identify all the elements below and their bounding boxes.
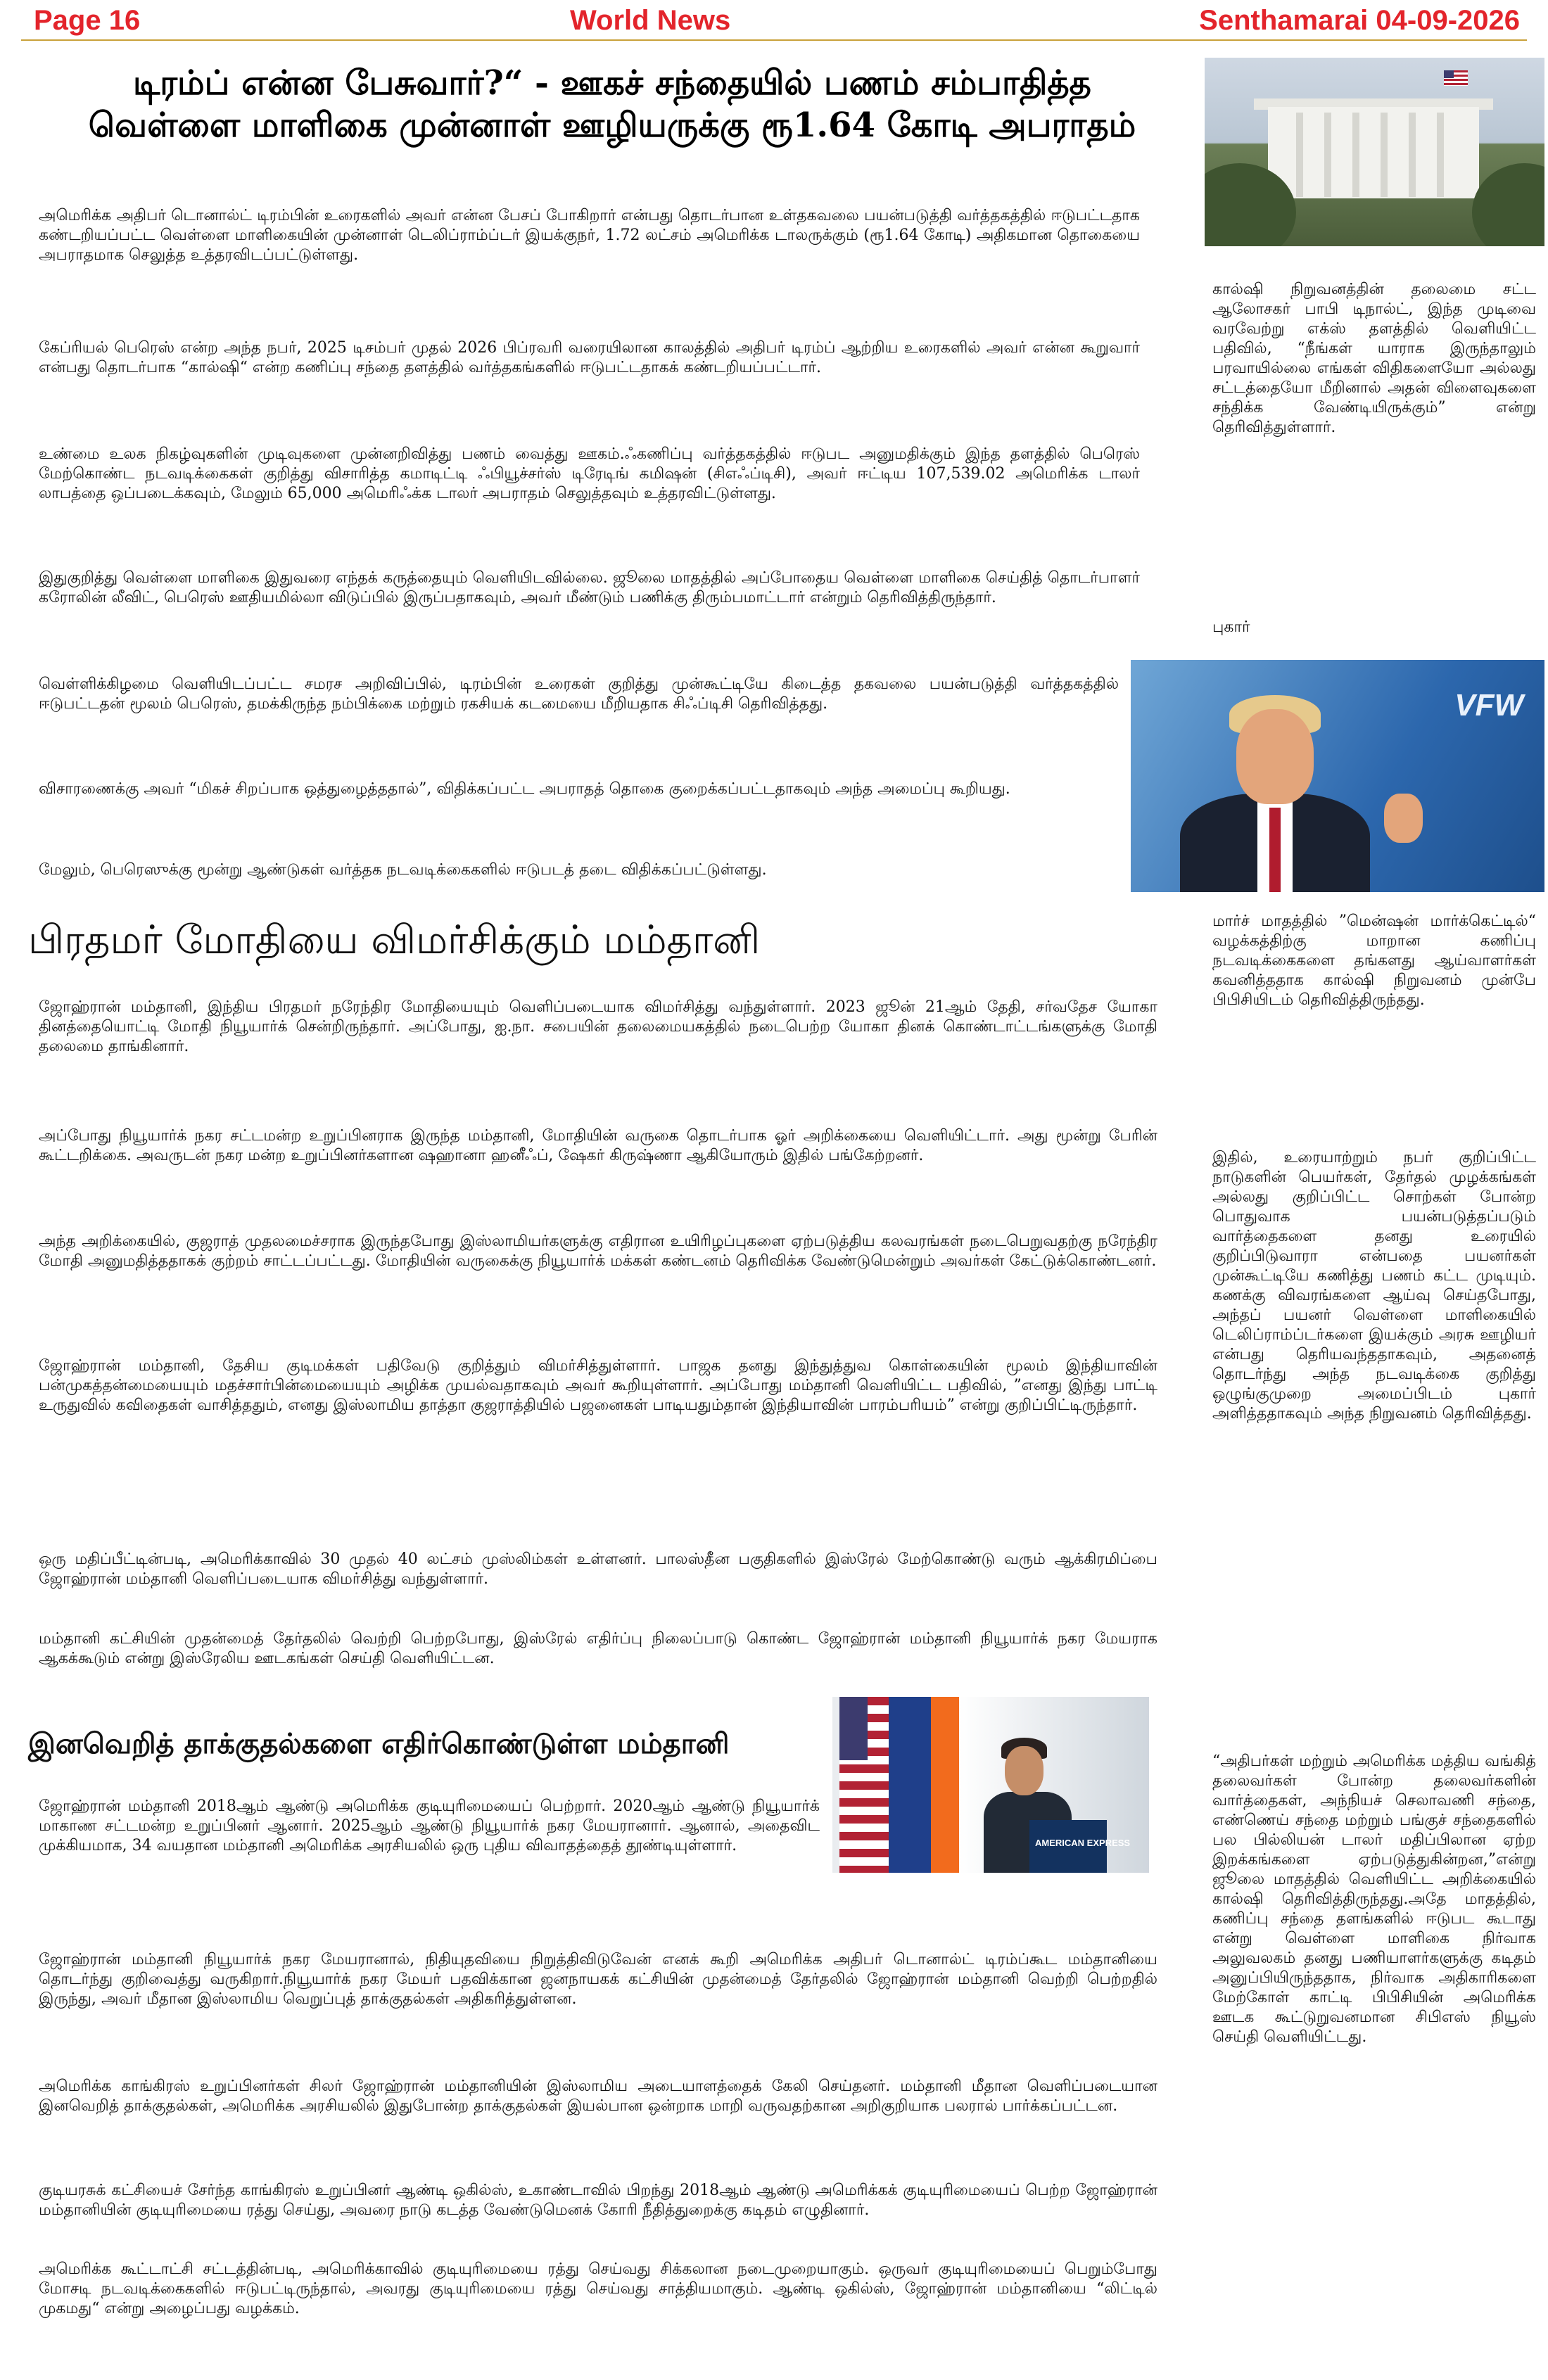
vfw-sign: VFW	[1454, 688, 1523, 723]
page-number: Page 16	[34, 5, 141, 36]
article2-para-6: மம்தானி கட்சியின் முதன்மைத் தேர்தலில் வெற்றி பெற்றபோது, இஸ்ரேல் எதிர்ப்பு நிலைப்பாடு கொண்ட ஜோஹ்ரான் மம்தானி நியூயார்க் நகர மேயராக ஆகக்கூடும் என்று இஸ்ரேலிய ஊடகங்கள் செய்தி வெளியிட்டன.	[39, 1630, 1157, 1667]
article2-headline: பிரதமர் மோதியை விமர்சிக்கும் மம்தானி	[28, 917, 761, 963]
article2-para-4: ஜோஹ்ரான் மம்தானி, தேசிய குடிமக்கள் பதிவேடு குறித்தும் விமர்சித்துள்ளார். பாஜக தனது இந்துத்துவ கொள்கையின் மூலம் இந்தியாவின் பன்முகத்தன்மையையும் மதச்சார்பின்மையையும் அழிக்க முயல்வதாகவும் அவர் கூறியுள்ளார். அப்போது மம்தானி வெளியிட்ட பதிவில், ”எனது இந்து பாட்டி உருதுவில் கவிதைகள் வாசித்ததும், எனது இஸ்லாமிய தாத்தா குஜராத்தியில் பஜனைகள் பாடியதும்தான் இந்தியாவின் பாரம்பரியம்” என்று குறிப்பிட்டிருந்தார்.	[39, 1357, 1157, 1414]
article3-headline: இனவெறித் தாக்குதல்களை எதிர்கொண்டுள்ள மம்தானி	[28, 1727, 730, 1760]
article1-para-4: இதுகுறித்து வெள்ளை மாளிகை இதுவரை எந்தக் கருத்தையும் வெளியிடவில்லை. ஜூலை மாதத்தில் அப்போதைய வெள்ளை மாளிகை செய்தித் தொடர்பாளர் கரோலின் லீவிட், பெரெஸ் ஊதியமில்லா விடுப்பில் இருப்பதாகவும், அவர் மீண்டும் பணிக்கு திரும்பமாட்டார் என்றும் தெரிவித்திருந்தார்.	[39, 569, 1140, 606]
article1-para-2: கேப்ரியல் பெரெஸ் என்ற அந்த நபர், 2025 டிசம்பர் முதல் 2026 பிப்ரவரி வரையிலான காலத்தில் அதிபர் டிரம்ப் ஆற்றிய உரைகளில் அவர் என்ன கூறுவார் என்பது தொடர்பாக “கால்ஷி“ என்ற கணிப்பு சந்தை தளத்தில் வர்த்தகங்களில் ஈடுபட்டதாகக் கண்டறியப்பட்டார்.	[39, 339, 1140, 376]
headline-line-1: டிரம்ப் என்ன பேசுவார்?“ - ஊகச் சந்தையில் பணம் சம்பாதித்த	[133, 63, 1091, 103]
publication-date: Senthamarai 04-09-2026	[1199, 5, 1520, 36]
mamdani-podium-photo	[832, 1697, 1149, 1873]
sidebar-block-3: மார்ச் மாதத்தில் ”மென்ஷன் மார்க்கெட்டில்“ வழக்கத்திற்கு மாறான கணிப்பு நடவடிக்கைகளை தங்களது ஆய்வாளர்கள் கவனித்ததாக கால்ஷி நிறுவனம் முன்பே பிபிசியிடம் தெரிவித்திருந்தது.	[1212, 912, 1536, 1009]
podium-sign: AMERICAN EXPRESS	[1035, 1838, 1131, 1848]
article2-para-1: ஜோஹ்ரான் மம்தானி, இந்திய பிரதமர் நரேந்திர மோதியையும் வெளிப்படையாக விமர்சித்து வந்துள்ளார். 2023 ஜூன் 21ஆம் தேதி, சர்வதேச யோகா தினத்தையொட்டி மோதி நியூயார்க் சென்றிருந்தார். அப்போது, ஐ.நா. சபையின் தலைமையகத்தில் நடைபெற்ற யோகா தினக் கொண்டாட்டங்களுக்கு மோதி தலைமை தாங்கினார்.	[39, 998, 1157, 1055]
article3-para-3: குடியரசுக் கட்சியைச் சேர்ந்த காங்கிரஸ் உறுப்பினர் ஆண்டி ஒகில்ஸ், உகாண்டாவில் பிறந்து 2018ஆம் ஆண்டு அமெரிக்கக் குடியுரிமையைப் பெற்ற ஜோஹ்ரான் மம்தானியின் குடியுரிமையை ரத்து செய்து, அவரை நாடு கடத்த வேண்டுமெனக் கோரி நீதித்துறைக்கு கடிதம் எழுதினார்.	[39, 2182, 1157, 2219]
sidebar-block-4: இதில், உரையாற்றும் நபர் குறிப்பிட்ட நாடுகளின் பெயர்கள், தேர்தல் முழக்கங்கள் அல்லது குறிப்பிட்ட சொற்கள் போன்ற பொதுவாக பயன்படுத்தப்படும் வார்த்தைகளை தனது உரையில் குறிப்பிடுவாரா என்பதை பயனர்கள் முன்கூட்டியே கணித்து பணம் கட்ட முடியும். கணக்கு விவரங்களை ஆய்வு செய்தபோது, அந்தப் பயனர் வெள்ளை மாளிகையில் டெலிப்ராம்ப்டர்களை இயக்கும் அரசு ஊழியர் என்பது தெரியவந்ததாகவும், அதனைத் தொடர்ந்து அந்த நடவடிக்கை குறித்து ஒழுங்குமுறை அமைப்பிடம் புகார் அளித்ததாகவும் அந்த நிறுவனம் தெரிவித்தது.	[1212, 1149, 1536, 1423]
article2-para-3: அந்த அறிக்கையில், குஜராத் முதலமைச்சராக இருந்தபோது இஸ்லாமியர்களுக்கு எதிரான உயிரிழப்புகளை ஏற்படுத்திய கலவரங்கள் நடைபெறுவதற்கு நரேந்திர மோதி அனுமதித்ததாகக் குற்றம் சாட்டப்பட்டது. மோதியின் வருகைக்கு நியூயார்க் மக்கள் கண்டனம் தெரிவிக்க வேண்டுமென்றும் அவர்கள் கேட்டுக்கொண்டனர்.	[39, 1233, 1157, 1270]
headline-main	[28, 62, 1196, 146]
masthead	[21, 3, 1527, 38]
sidebar-block-1: கால்ஷி நிறுவனத்தின் தலைமை சட்ட ஆலோசகர் பாபி டிநால்ட், இந்த முடிவை வரவேற்று எக்ஸ் தளத்தில் வெளியிட்ட பதிவில், “நீங்கள் யாராக இருந்தாலும் பரவாயில்லை எங்கள் விதிகளையோ அல்லது சட்டத்தையோ மீறினால் அதன் விளைவுகளை சந்திக்க வேண்டியிருக்கும்” என்று தெரிவித்துள்ளார்.	[1212, 281, 1536, 436]
article2-para-5: ஒரு மதிப்பீட்டின்படி, அமெரிக்காவில் 30 முதல் 40 லட்சம் முஸ்லிம்கள் உள்ளனர். பாலஸ்தீன பகுதிகளில் இஸ்ரேல் மேற்கொண்டு வரும் ஆக்கிரமிப்பை ஜோஹ்ரான் மம்தானி வெளிப்படையாக விமர்சித்து வந்துள்ளார்.	[39, 1551, 1157, 1588]
us-flag-icon	[1444, 70, 1468, 86]
article1-para-1: அமெரிக்க அதிபர் டொனால்ட் டிரம்பின் உரைகளில் அவர் என்ன பேசப் போகிறார் என்பது தொடர்பான உள்தகவலை பயன்படுத்தி வர்த்தகத்தில் ஈடுபட்டதாக கண்டறியப்பட்ட வெள்ளை மாளிகையின் முன்னாள் டெலிப்ராம்ப்டர் இயக்குநர், 1.72 லட்சம் அமெரிக்க டாலருக்கும் (ரூ1.64 கோடி) அதிகமான தொகையை அபராதமாக செலுத்த உத்தரவிடப்பட்டுள்ளது.	[39, 207, 1140, 264]
article1-para-7: மேலும், பெரெஸுக்கு மூன்று ஆண்டுகள் வர்த்தக நடவடிக்கைகளில் ஈடுபடத் தடை விதிக்கப்பட்டுள்ளது.	[39, 861, 767, 879]
header-divider	[21, 39, 1527, 41]
sidebar-block-5: “அதிபர்கள் மற்றும் அமெரிக்க மத்திய வங்கித் தலைவர்கள் போன்ற தலைவர்களின் வார்த்தைகள், அந்நியச் செலாவணி சந்தை, எண்ணெய் சந்தை மற்றும் பங்குச் சந்தைகளில் பல பில்லியன் டாலர் மதிப்பிலான ஏற்ற இறக்கங்களை ஏற்படுத்துகின்றன,”என்று ஜூலை மாதத்தில் வெளியிட்ட அறிக்கையில் கால்ஷி தெரிவித்திருந்தது.அதே மாதத்தில், கணிப்பு சந்தை தளங்களில் ஈடுபட கூடாது என்று வெள்ளை மாளிகை நிர்வாக அலுவலகம் தனது பணியாளர்களுக்கு கடிதம் அனுப்பியிருந்ததாக, நிர்வாக அதிகாரிகளை மேற்கோள் காட்டி பிபிசியின் அமெரிக்க ஊடக கூட்டுறுவனமான சிபிஎஸ் நியூஸ் செய்தி வெளியிட்டது.	[1212, 1752, 1536, 2046]
article2-para-2: அப்போது நியூயார்க் நகர சட்டமன்ற உறுப்பினராக இருந்த மம்தானி, மோதியின் வருகை தொடர்பாக ஓர் அறிக்கையை வெளியிட்டார். அது மூன்று பேரின் கூட்டறிக்கை. அவருடன் நகர மன்ற உறுப்பினர்களான ஷஹானா ஹனீஃப், ஷேகர் கிருஷ்ணா ஆகியோரும் இதில் பங்கேற்றனர்.	[39, 1127, 1157, 1164]
us-flag-icon	[839, 1697, 889, 1873]
white-house-photo	[1205, 58, 1544, 246]
article1-para-5: வெள்ளிக்கிழமை வெளியிடப்பட்ட சமரச அறிவிப்பில், டிரம்பின் உரைகள் குறித்து முன்கூட்டியே கிடைத்த தகவலை பயன்படுத்தி வர்த்தகத்தில் ஈடுபட்டதன் மூலம் பெரெஸ், தமக்கிருந்த நம்பிக்கை மற்றும் ரகசியக் கடமையை மீறியதாக சிஃப்டிசி தெரிவித்தது.	[39, 675, 1119, 713]
article3-para-2: அமெரிக்க காங்கிரஸ் உறுப்பினர்கள் சிலர் ஜோஹ்ரான் மம்தானியின் இஸ்லாமிய அடையாளத்தைக் கேலி செய்தனர். மம்தானி மீதான வெளிப்படையான இனவெறித் தாக்குதல்கள், அமெரிக்க அரசியலில் இதுபோன்ற தாக்குதல்கள் இயல்பான ஒன்றாக மாறி வருவதற்கான அறிகுறியாக பலரால் பார்க்கப்பட்டன.	[39, 2077, 1157, 2115]
article1-para-6: விசாரணைக்கு அவர் “மிகச் சிறப்பாக ஒத்துழைத்ததால்”, விதிக்கப்பட்ட அபராதத் தொகை குறைக்கப்பட்டதாகவும் அந்த அமைப்பு கூறியது.	[39, 780, 1010, 798]
article3-para-4: அமெரிக்க கூட்டாட்சி சட்டத்தின்படி, அமெரிக்காவில் குடியுரிமையை ரத்து செய்வது சிக்கலான நடைமுறையாகும். ஒருவர் குடியுரிமையைப் பெறும்போது மோசடி நடவடிக்கைகளில் ஈடுபட்டிருந்தால், அவரது குடியுரிமையை ரத்து செய்வது சாத்தியமாகும். ஆண்டி ஒகில்ஸ், ஜோஹ்ரான் மம்தானியை “லிட்டில் முகமது“ என்று அழைப்பது வழக்கம்.	[39, 2260, 1157, 2317]
sidebar-subhead: புகார்	[1212, 618, 1250, 636]
trump-speech-photo	[1131, 660, 1544, 892]
section-title: World News	[570, 5, 731, 36]
article3-intro: ஜோஹ்ரான் மம்தானி 2018ஆம் ஆண்டு அமெரிக்க குடியுரிமையைப் பெற்றார். 2020ஆம் ஆண்டு நியூயார்க் மாகாண சட்டமன்ற உறுப்பினர் ஆனார். 2025ஆம் ஆண்டு நியூயார்க் நகர மேயரானார். ஆனால், அதைவிட முக்கியமாக, 34 வயதான மம்தானி அமெரிக்க அரசியலில் ஒரு புதிய விவாதத்தைத் தூண்டியுள்ளார்.	[39, 1797, 820, 1854]
article3-para-1: ஜோஹ்ரான் மம்தானி நியூயார்க் நகர மேயரானால், நிதியுதவியை நிறுத்திவிடுவேன் எனக் கூறி அமெரிக்க அதிபர் டொனால்ட் டிரம்ப்கூட மம்தானியை தொடர்ந்து குறிவைத்து வருகிறார்.நியூயார்க் நகர மேயர் பதவிக்கான ஜனநாயகக் கட்சியின் முதன்மைத் தேர்தலில் ஜோஹ்ரான் மம்தானி வெற்றி பெற்றதில் இருந்து, அவர் மீதான இஸ்லாமிய வெறுப்புத் தாக்குதல்கள் அதிகரித்துள்ளன.	[39, 1951, 1157, 2008]
headline-line-2: வெள்ளை மாளிகை முன்னாள் ஊழியருக்கு ரூ1.64 கோடி அபராதம்	[88, 106, 1136, 145]
article1-para-3: உண்மை உலக நிகழ்வுகளின் முடிவுகளை முன்னறிவித்து பணம் வைத்து ஊகம்.ஃகணிப்பு வர்த்தகத்தில் ஈடுபட அனுமதிக்கும் இந்த தளத்தில் பெரெஸ் மேற்கொண்ட நடவடிக்கைகள் குறித்து விசாரித்த கமாடிட்டி ஃபியூச்சர்ஸ் டிரேடிங் கமிஷன் (சிஎஃப்டிசி), அவர் ஈட்டிய 107,539.02 அமெரிக்க டாலர் லாபத்தை ஒப்படைக்கவும், மேலும் 65,000 அமெரிஃக்க டாலர் அபராதம் செலுத்தவும் உத்தரவிட்டுள்ளது.	[39, 445, 1140, 502]
